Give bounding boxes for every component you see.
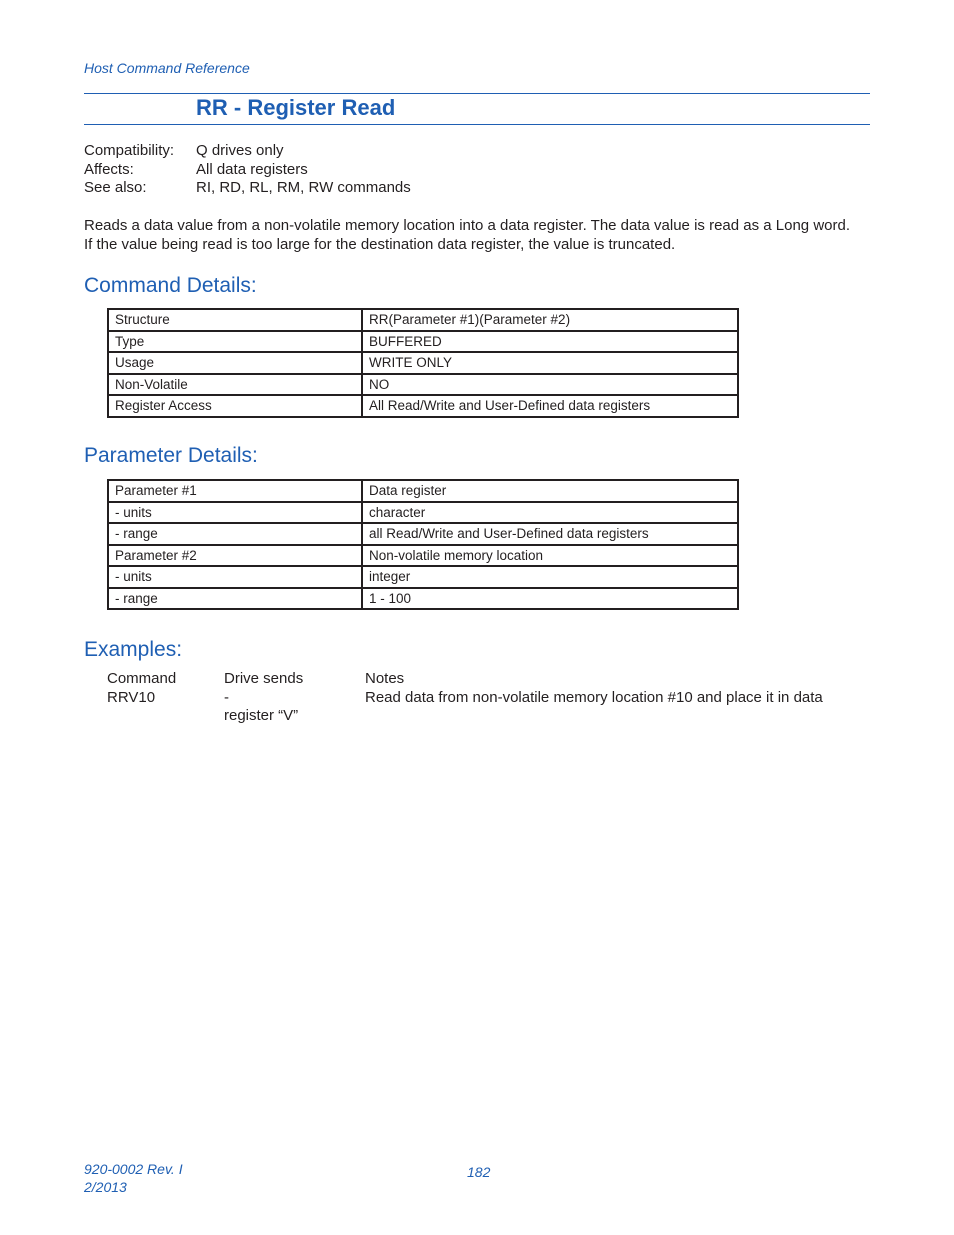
table-cell: Non-volatile memory location — [362, 545, 738, 567]
table-cell: all Read/Write and User-Defined data registers — [362, 523, 738, 545]
meta-value: RI, RD, RL, RM, RW commands — [196, 179, 411, 196]
table-cell: Type — [108, 331, 362, 353]
footer-doc-number: 920-0002 Rev. I — [84, 1161, 183, 1177]
meta-key: Affects: — [84, 160, 134, 178]
table-row — [108, 331, 738, 353]
command-details-table — [107, 308, 739, 418]
examples-header-row — [107, 670, 857, 689]
table-cell: Data register — [362, 480, 738, 502]
meta-row-see-also — [84, 179, 411, 198]
example-row — [107, 689, 857, 708]
table-cell: Register Access — [108, 395, 362, 417]
table-cell: - units — [108, 502, 362, 524]
table-cell: - units — [108, 566, 362, 588]
table-cell: - range — [108, 588, 362, 610]
examples-heading: Examples: — [84, 638, 183, 661]
title-rule-top — [84, 93, 870, 94]
table-cell: Parameter #2 — [108, 545, 362, 567]
meta-value: All data registers — [196, 160, 308, 178]
example-notes: Read data from non-volatile memory location #10 and place it in data — [365, 688, 823, 706]
table-row — [108, 566, 738, 588]
table-row — [108, 309, 738, 331]
table-row — [108, 374, 738, 396]
table-cell: Parameter #1 — [108, 480, 362, 502]
description: Reads a data value from a non-volatile memory location into a data register. The data value is read as a Long word. If the value being read is too large for the destination data register, the value is truncated. — [84, 217, 850, 253]
example-command: RRV10 — [107, 688, 156, 706]
table-cell: character — [362, 502, 738, 524]
column-header-command: Command — [107, 670, 177, 687]
compatibility-block — [84, 142, 411, 198]
table-cell: Non-Volatile — [108, 374, 362, 396]
table-cell: All Read/Write and User-Defined data registers — [362, 395, 738, 417]
example-row-continuation — [107, 707, 857, 726]
table-cell: WRITE ONLY — [362, 352, 738, 374]
title-rule-bottom — [84, 124, 870, 125]
column-header-drive-sends: Drive sends — [224, 670, 304, 687]
footer-doc-info — [84, 1160, 183, 1196]
running-header: Host Command Reference — [84, 60, 250, 76]
example-drive-sends: - — [224, 688, 229, 706]
meta-row-compatibility — [84, 142, 411, 161]
meta-value: Q drives only — [196, 142, 284, 159]
table-cell: Usage — [108, 352, 362, 374]
example-notes-continuation: register “V” — [224, 707, 299, 724]
command-details-heading: Command Details: — [84, 274, 257, 297]
table-cell: Structure — [108, 309, 362, 331]
table-row — [108, 588, 738, 610]
table-cell: - range — [108, 523, 362, 545]
table-row — [108, 395, 738, 417]
table-cell: NO — [362, 374, 738, 396]
meta-key: See also: — [84, 179, 147, 196]
parameter-details-heading: Parameter Details: — [84, 444, 258, 467]
table-cell: RR(Parameter #1)(Parameter #2) — [362, 309, 738, 331]
table-row — [108, 352, 738, 374]
table-row — [108, 480, 738, 502]
table-cell: 1 - 100 — [362, 588, 738, 610]
footer-date: 2/2013 — [84, 1179, 127, 1195]
table-row — [108, 502, 738, 524]
page-number: 182 — [467, 1164, 491, 1180]
meta-row-affects — [84, 161, 411, 180]
meta-key: Compatibility: — [84, 142, 175, 159]
table-cell: BUFFERED — [362, 331, 738, 353]
table-cell: integer — [362, 566, 738, 588]
parameter-details-table — [107, 479, 739, 610]
page-title: RR - Register Read — [196, 95, 396, 120]
column-header-notes: Notes — [365, 670, 405, 687]
table-row — [108, 545, 738, 567]
examples-block — [107, 670, 857, 726]
table-row — [108, 523, 738, 545]
